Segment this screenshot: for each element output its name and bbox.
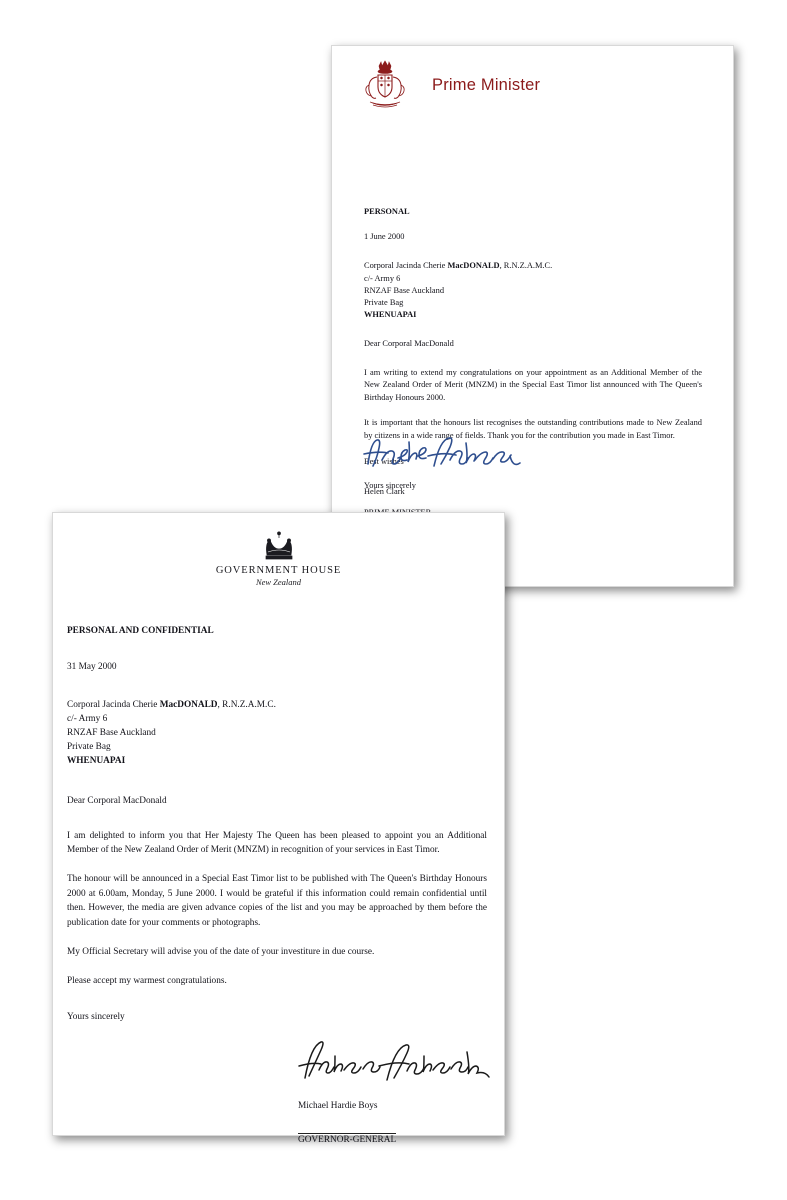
- gg-address-line-2: c/- Army 6: [67, 713, 108, 724]
- nz-coat-of-arms-crest-icon: [360, 59, 410, 111]
- gg-date: 31 May 2000: [67, 661, 117, 672]
- prime-minister-letter: [331, 45, 734, 587]
- gg-valediction: Yours sincerely: [67, 1011, 125, 1022]
- gg-letter-body: [67, 625, 487, 1025]
- pm-address-line-5: WHENUAPAI: [364, 310, 417, 320]
- gg-address-line-4: Private Bag: [67, 741, 111, 752]
- pm-best-wishes: Best wishes: [364, 456, 404, 466]
- governor-general-letter: [52, 512, 505, 1145]
- pm-address-block: [364, 260, 702, 321]
- gg-letterhead-line1: GOVERNMENT HOUSE: [215, 565, 342, 576]
- pm-date: 1 June 2000: [364, 232, 405, 242]
- gg-paragraph-1: I am delighted to inform you that Her Majesty The Queen has been pleased to appoint you an Additional Member of the New Zealand Order of Merit (MNZM) in recognition of your services in East Timor.: [67, 830, 487, 855]
- gg-letterhead: [53, 531, 504, 587]
- gg-paragraph-2: The honour will be announced in a Special East Timor list to be published with The Queen's Birthday Honours 2000 at 6.00am, Monday, 5 June 2000. I would be grateful if this information could remain confidential until then. However, the media are given advance copies of the list and you may be approached by them before the publication date for your comments or photographs.: [67, 874, 487, 928]
- gg-address-line-1: Corporal Jacinda Cherie MacDONALD, R.N.Z.A.M.C.: [67, 699, 276, 710]
- pm-address-line-1: Corporal Jacinda Cherie MacDONALD, R.N.Z.A.M.C.: [364, 261, 553, 271]
- gg-letterhead-line2: New Zealand: [255, 577, 302, 587]
- gg-address-line-3: RNZAF Base Auckland: [67, 727, 156, 738]
- gg-signature-block: [298, 1091, 396, 1157]
- gg-salutation: Dear Corporal MacDonald: [67, 795, 167, 806]
- pm-valediction: Yours sincerely: [364, 480, 416, 490]
- gg-address-block: [67, 699, 487, 769]
- pm-letterhead: [360, 59, 540, 111]
- pm-address-line-2: c/- Army 6: [364, 273, 401, 283]
- pm-paragraph-1: I am writing to extend my congratulations on your appointment as an Additional Member of the New Zealand Order of Merit (MNZM) in the Special East Timor list announced with The Queen's Birthday Honours 2000.: [364, 367, 702, 402]
- gg-paragraph-3: My Official Secretary will advise you of the date of your investiture in due course.: [67, 946, 375, 957]
- pm-classification: PERSONAL: [364, 207, 410, 216]
- royal-crown-icon: [261, 531, 297, 561]
- gg-paragraph-4: Please accept my warmest congratulations.: [67, 976, 227, 987]
- gg-classification: PERSONAL AND CONFIDENTIAL: [67, 626, 214, 636]
- gg-signature-role: GOVERNOR-GENERAL: [298, 1133, 396, 1148]
- pm-signature-name: Helen Clark: [364, 487, 405, 497]
- pm-paragraph-2: It is important that the honours list recognises the outstanding contributions made to New Zealand by citizens in a wide range of fields. Thank you for the contribution you made in East Timor.: [364, 418, 702, 440]
- pm-address-line-4: Private Bag: [364, 297, 404, 307]
- pm-address-line-3: RNZAF Base Auckland: [364, 285, 445, 295]
- pm-salutation: Dear Corporal MacDonald: [364, 339, 454, 349]
- gg-address-line-5: WHENUAPAI: [67, 755, 126, 766]
- gg-signature-name: Michael Hardie Boys: [298, 1101, 378, 1112]
- pm-letterhead-title: Prime Minister: [432, 75, 541, 94]
- handwritten-signature-michael-hardie-boys-icon: [291, 1038, 521, 1084]
- handwritten-signature-helen-clark-icon: [362, 430, 552, 478]
